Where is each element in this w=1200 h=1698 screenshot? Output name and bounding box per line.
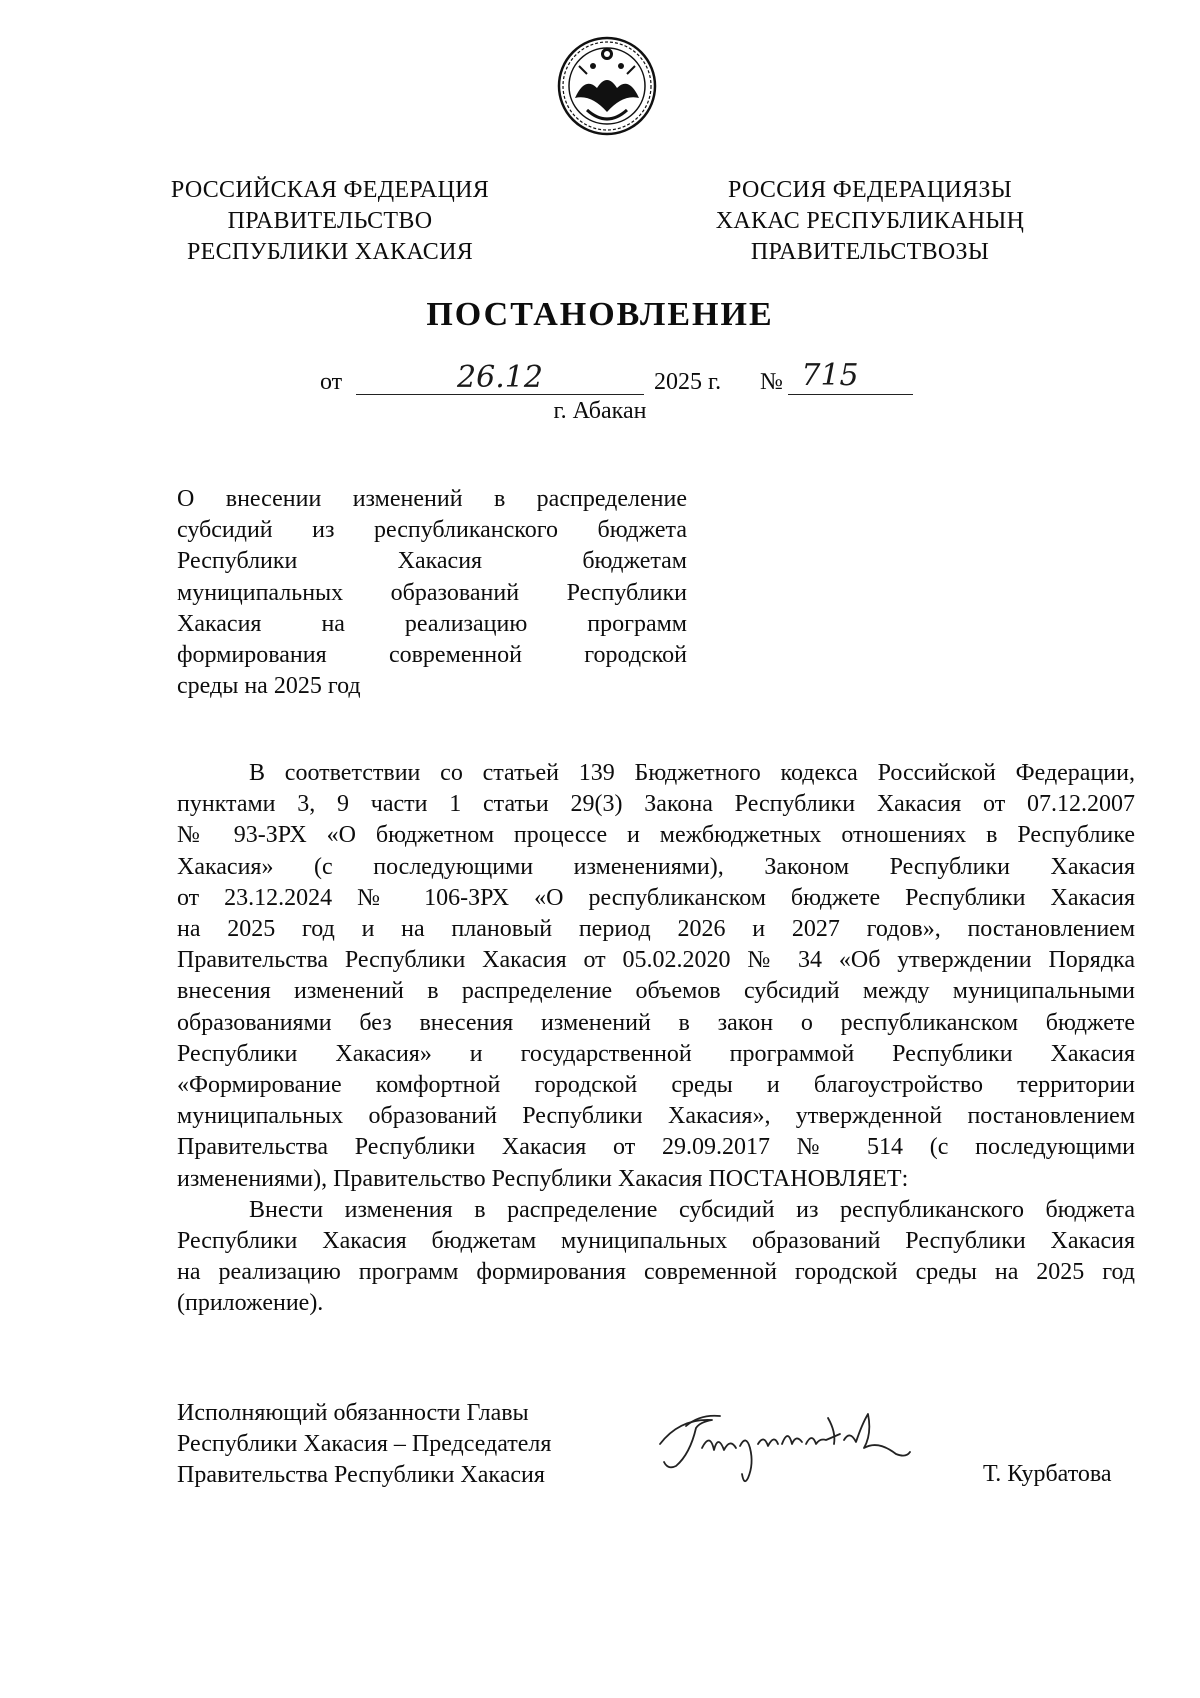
header-right-line: ПРАВИТЕЛЬСТВОЗЫ <box>750 239 990 265</box>
document-body <box>177 758 1135 1320</box>
signer-position-line: Правительства Республики Хакасия <box>177 1462 545 1489</box>
number-handwritten: 715 <box>801 358 859 393</box>
signer-position-line: Республики Хакасия – Председателя <box>177 1431 552 1458</box>
header-right-line: РОССИЯ ФЕДЕРАЦИЯЗЫ <box>728 177 1012 203</box>
body-line: Внести изменения в распределение субсидий из республиканского бюджета <box>249 1196 1135 1223</box>
header-left-line: РОССИЙСКАЯ ФЕДЕРАЦИЯ <box>170 177 490 203</box>
header-right-line: ХАКАС РЕСПУБЛИКАНЫҢ <box>715 208 1025 234</box>
body-line: «Формирование комфортной городской среды и благоустройство территории <box>177 1072 1135 1099</box>
subject-line: среды на 2025 год <box>177 673 361 700</box>
body-line: внесения изменений в распределение объемов субсидий между муниципальными <box>177 978 1135 1005</box>
number-prefix: № <box>760 369 783 395</box>
coat-of-arms-icon <box>557 36 657 136</box>
body-line: Хакасия» (с последующими изменениями), Законом Республики Хакасия <box>177 853 1135 880</box>
body-line: пунктами 3, 9 части 1 статьи 29(3) Закона Республики Хакасия от 07.12.2007 <box>177 791 1135 818</box>
body-line: изменениями), Правительство Республики Хакасия ПОСТАНОВЛЯЕТ: <box>177 1165 909 1192</box>
city-label: г. Абакан <box>553 398 647 424</box>
document-subject <box>177 484 687 702</box>
subject-line: Хакасия на реализацию программ <box>177 610 687 637</box>
date-prefix: от <box>320 369 343 395</box>
handwritten-signature-icon <box>650 1404 926 1496</box>
body-line: Правительства Республики Хакасия от 05.02.2020 № 34 «Об утверждении Порядка <box>177 947 1135 974</box>
body-paragraph-2 <box>177 1195 1135 1320</box>
signer-position <box>177 1398 551 1492</box>
body-line: № 93-ЗРХ «О бюджетном процессе и межбюджетных отношениях в Республике <box>177 822 1135 849</box>
body-line: Правительства Республики Хакасия от 29.09.2017 № 514 (с последующими <box>177 1134 1135 1161</box>
subject-line: О внесении изменений в распределение <box>177 486 687 512</box>
body-line: образованиями без внесения изменений в закон о республиканском бюджете <box>177 1009 1135 1036</box>
subject-line: муниципальных образований Республики <box>177 579 687 606</box>
year-label: 2025 г. <box>654 369 722 395</box>
body-paragraph-1 <box>177 758 1135 1195</box>
body-line: Республики Хакасия» и государственной программой Республики Хакасия <box>177 1040 1135 1067</box>
subject-line: субсидий из республиканского бюджета <box>177 517 687 544</box>
body-line: муниципальных образований Республики Хакасия», утвержденной постановлением <box>177 1103 1135 1130</box>
body-line: от 23.12.2024 № 106-ЗРХ «О республиканском бюджете Республики Хакасия <box>177 884 1135 911</box>
document-title: ПОСТАНОВЛЕНИЕ <box>426 296 774 333</box>
signer-name: Т. Курбатова <box>983 1461 1112 1487</box>
body-line: В соответствии со статьей 139 Бюджетного кодекса Российской Федерации, <box>249 760 1135 786</box>
body-line: на 2025 год и на плановый период 2026 и 2027 годов», постановлением <box>177 916 1135 943</box>
body-line: на реализацию программ формирования современной городской среды на 2025 год <box>177 1259 1135 1286</box>
subject-line: Республики Хакасия бюджетам <box>177 548 687 575</box>
subject-line: формирования современной городской <box>177 642 687 669</box>
header-left-line: ПРАВИТЕЛЬСТВО <box>227 208 433 234</box>
header-left-line: РЕСПУБЛИКИ ХАКАСИЯ <box>186 239 474 265</box>
body-line: Республики Хакасия бюджетам муниципальных образований Республики Хакасия <box>177 1228 1135 1255</box>
header-left <box>120 175 540 268</box>
date-handwritten: 26.12 <box>457 360 543 395</box>
signer-position-line: Исполняющий обязанности Главы <box>177 1400 529 1426</box>
number-underline <box>788 394 913 395</box>
body-line: (приложение). <box>177 1290 324 1317</box>
header-right <box>660 175 1080 268</box>
